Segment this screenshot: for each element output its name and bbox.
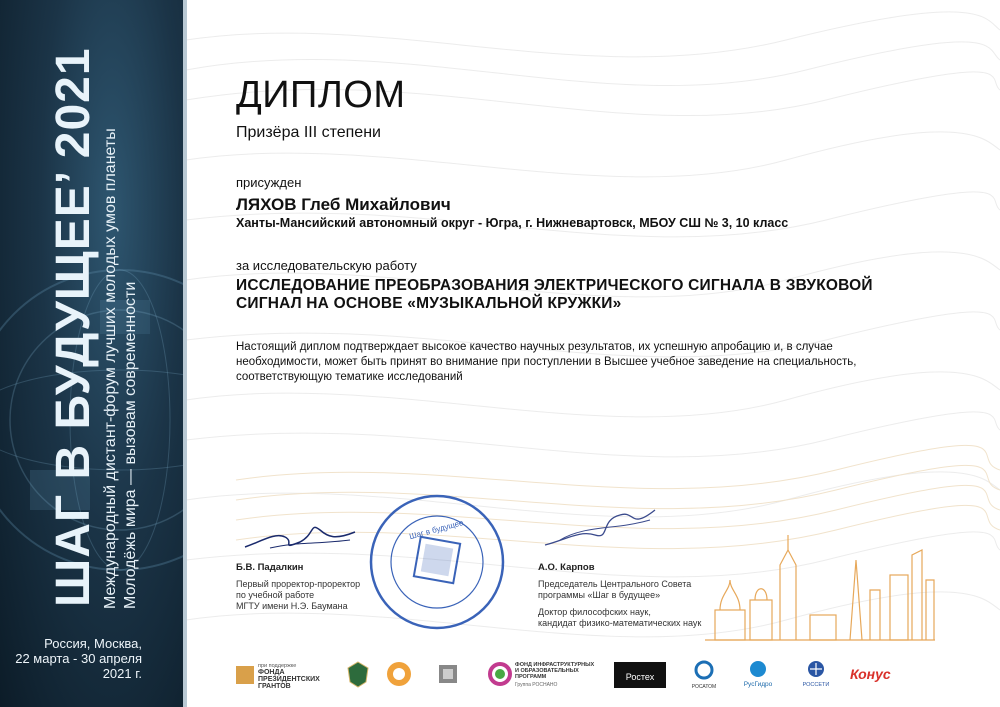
rosatom-label: РОСАТОМ: [691, 684, 717, 690]
logo-rosatom: [684, 660, 724, 690]
signatory-degree: Доктор философских наук,: [538, 607, 651, 617]
forum-place-dates: [0, 636, 142, 681]
description-line-2: необходимости, может быть принят во внимание при поступлении в Высшее учебное заведение на специальность,: [236, 356, 857, 368]
signature-padalkin: [240, 512, 360, 557]
logo-cube: [436, 660, 462, 690]
signatory-position: Председатель Центрального Совета: [538, 579, 692, 589]
signatory-degree: кандидат физико-математических наук: [538, 618, 702, 628]
forum-subtitle-2: Молодёжь мира — вызовам современности: [122, 281, 139, 609]
signatory-position: программы «Шаг в будущее»: [538, 590, 661, 600]
forum-year: 2021 г.: [102, 666, 142, 681]
signatory-padalkin: [236, 562, 386, 612]
fpg-line: ФОНДА: [258, 669, 285, 676]
rosatom-icon: [694, 660, 714, 680]
logo-presidential-grants-fund: [236, 660, 320, 690]
band-rotated-title: [0, 0, 186, 707]
rushydro-icon: [748, 660, 768, 678]
logo-rushydro: [736, 660, 780, 690]
work-title-line-1: ИССЛЕДОВАНИЕ ПРЕОБРАЗОВАНИЯ ЭЛЕКТРИЧЕСКОГО СИГНАЛА В ЗВУКОВОЙ: [236, 277, 873, 294]
logo-konus: [850, 660, 910, 690]
fiop-line: Группа РОСНАНО: [515, 682, 558, 688]
ring-logo-icon: [384, 660, 414, 688]
signatory-name: Б.В. Падалкин: [236, 562, 304, 573]
signature-karpov: [540, 500, 660, 555]
svg-text:Шаг в будущее: Шаг в будущее: [408, 518, 465, 542]
logo-emblem: [346, 660, 372, 690]
work-title: [236, 277, 926, 313]
fiop-line: И ОБРАЗОВАТЕЛЬНЫХ: [515, 668, 579, 674]
left-decorative-band: [0, 0, 186, 707]
fiop-line: ФОНД ИНФРАСТРУКТУРНЫХ: [515, 662, 595, 668]
forum-title: ШАГ В БУДУЩЕЕ’ 2021: [47, 47, 100, 607]
logo-rosseti: [798, 660, 834, 690]
konus-label: Конус: [850, 666, 891, 682]
recipient-school: Ханты-Мансийский автономный округ - Югра, г. Нижневартовск, МБОУ СШ № 3, 10 класс: [236, 216, 789, 230]
forum-subtitle-1: Международный дистант-форум лучших молодых умов планеты: [102, 128, 119, 609]
signatory-position: по учебной работе: [236, 590, 315, 600]
signatory-name: А.О. Карпов: [538, 562, 595, 573]
fpg-line: ГРАНТОВ: [258, 683, 291, 690]
rostec-label: Ростех: [625, 672, 655, 682]
band-border: [183, 0, 187, 707]
forum-city: Россия, Москва,: [44, 636, 142, 651]
forum-dates: 22 марта - 30 апреля: [15, 651, 142, 666]
logo-partner-ring: [384, 660, 414, 690]
sponsor-logos: [236, 660, 926, 690]
signatory-position: Первый проректор-проректор: [236, 579, 361, 589]
recipient-name: ЛЯХОВ Глеб Михайлович: [236, 195, 451, 214]
description-line-3: соответствующую тематике исследований: [236, 371, 463, 383]
diploma-title: ДИПЛОМ: [236, 74, 406, 116]
emblem-icon: [346, 660, 370, 688]
work-label: за исследовательскую работу: [236, 258, 417, 273]
diploma-degree: Призёра III степени: [236, 124, 381, 141]
official-stamp: [367, 492, 507, 632]
cube-logo-icon: [436, 660, 460, 688]
moscow-skyline-illustration: [700, 520, 940, 645]
rushydro-label: РусГидро: [743, 681, 773, 688]
rosseti-icon: [806, 660, 826, 678]
signatory-organization: МГТУ имени Н.Э. Баумана: [236, 601, 348, 611]
fpg-icon: [236, 666, 254, 684]
awarded-label: присужден: [236, 175, 302, 190]
description-line-1: Настоящий диплом подтверждает высокое качество научных результатов, их успешную апробацию и, в случае: [236, 341, 833, 353]
diploma-description: [236, 340, 886, 385]
fpg-caption: при поддержке: [258, 663, 297, 669]
fiop-icon: [488, 660, 512, 688]
logo-fiop: [488, 660, 598, 690]
work-title-line-2: СИГНАЛ НА ОСНОВЕ «МУЗЫКАЛЬНОЙ КРУЖКИ»: [236, 295, 622, 312]
logo-rostec: [614, 662, 666, 688]
fiop-line: ПРОГРАММ: [515, 674, 547, 680]
rosseti-label: РОССЕТИ: [802, 682, 830, 688]
fpg-line: ПРЕЗИДЕНТСКИХ: [258, 676, 320, 683]
signatory-karpov: [538, 562, 708, 629]
